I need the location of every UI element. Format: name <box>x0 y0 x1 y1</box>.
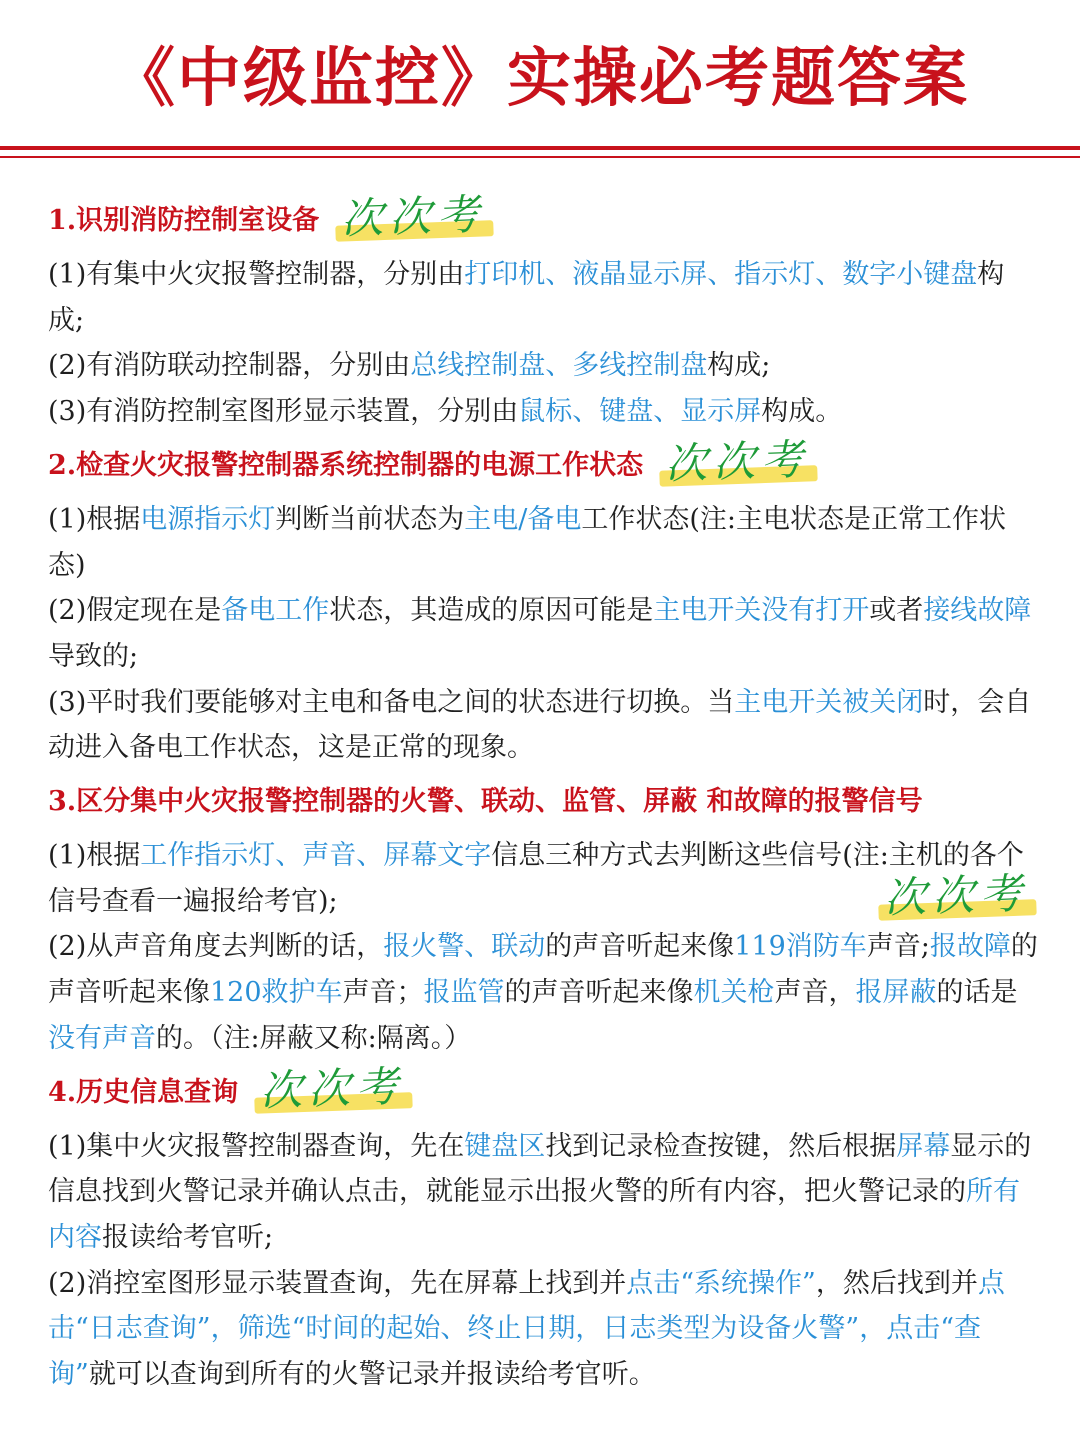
section-4 <box>48 1062 1038 1398</box>
section-heading: 2.检查火灾报警控制器系统控制器的电源工作状态 次次考 <box>48 434 810 489</box>
paragraph: (2)有消防联动控制器，分别由总线控制盘、多线控制盘构成; <box>48 350 771 382</box>
paragraph: (2)假定现在是备电工作状态，其造成的原因可能是主电开关没有打开或者接线故障导致的; <box>48 595 1032 672</box>
paragraph: (1)有集中火灾报警控制器，分别由打印机、液晶显示屏、指示灯、数字小键盘构成; <box>48 259 1005 336</box>
paragraph: (3)平时我们要能够对主电和备电之间的状态进行切换。当主电开关被关闭时，会自动进入备电工作状态，这是正常的现象。 <box>48 686 1032 764</box>
frequent-exam-stamp: 次次考 <box>883 868 1029 923</box>
section-1 <box>48 190 1038 435</box>
section-heading: 3.区分集中火灾报警控制器的火警、联动、监管、屏蔽 和故障的报警信号 <box>48 786 923 818</box>
frequent-exam-stamp: 次次考 <box>340 189 486 244</box>
section-heading: 1.识别消防控制室设备 次次考 <box>48 189 486 244</box>
page-title: 《中级监控》实操必考题答案 <box>111 41 969 116</box>
paragraph: (1)集中火灾报警控制器查询，先在键盘区找到记录检查按键，然后根据屏幕显示的信息找到火警记录并确认点击，就能显示出报火警的所有内容，把火警记录的所有内容报读给考官听; <box>48 1130 1032 1253</box>
paragraph: (3)有消防控制室图形显示装置，分别由鼠标、键盘、显示屏构成。 <box>48 396 843 428</box>
paragraph: (2)消控室图形显示装置查询，先在屏幕上找到并点击“系统操作”，然后找到并点击“日志查询”，筛选“时间的起始、终止日期，日志类型为设备火警”，点击“查询”就可以查询到所有的火警记录并报读给考官听。 <box>48 1267 1005 1391</box>
section-heading: 4.历史信息查询 次次考 <box>48 1061 405 1116</box>
title-divider-thin <box>0 156 1080 158</box>
answer-content <box>48 190 1038 1398</box>
paragraph: (2)从声音角度去判断的话，报火警、联动的声音听起来像119消防车声音;报故障的声音听起来像120救护车声音；报监管的声音听起来像机关枪声音，报屏蔽的话是没有声音的。（注:屏蔽又称:隔离。） <box>48 931 1038 1054</box>
frequent-exam-stamp: 次次考 <box>259 1061 405 1116</box>
paragraph: (1)根据电源指示灯判断当前状态为主电/备电工作状态(注:主电状态是正常工作状态) <box>48 503 1006 581</box>
title-divider-thick <box>0 146 1080 150</box>
paragraph: (1)根据工作指示灯、声音、屏幕文字信息三种方式去判断这些信号(注:主机的各个信号查看一遍报给考官); <box>48 840 1024 917</box>
section-2 <box>48 435 1038 771</box>
frequent-exam-stamp: 次次考 <box>664 434 810 489</box>
